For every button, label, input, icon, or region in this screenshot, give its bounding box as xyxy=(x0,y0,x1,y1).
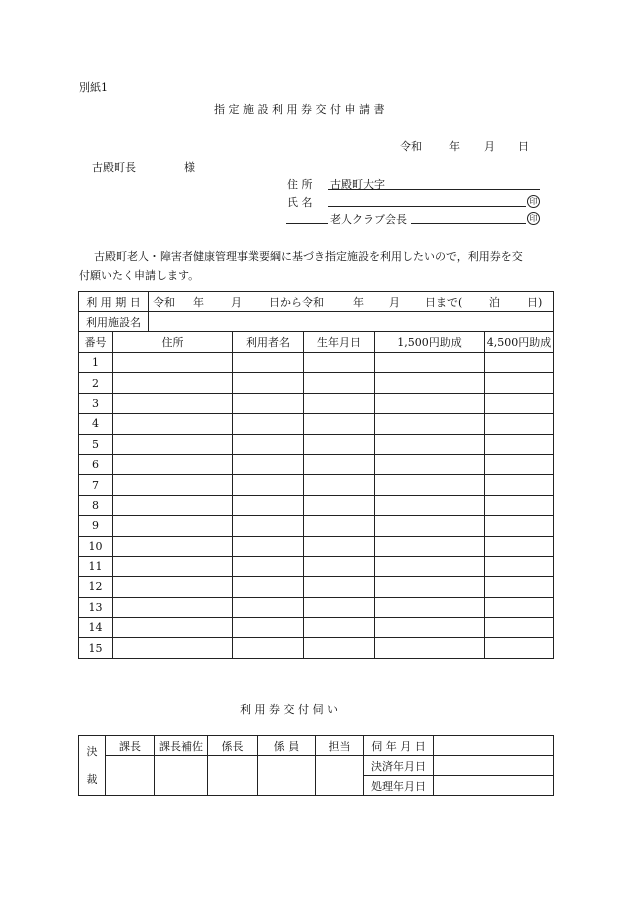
subsidy-4500-cell[interactable] xyxy=(485,434,554,454)
header-number: 番号 xyxy=(79,332,113,353)
user-name-cell[interactable] xyxy=(233,597,304,617)
birthdate-cell[interactable] xyxy=(304,536,375,556)
processing-date-value[interactable] xyxy=(434,776,554,796)
row-number: 2 xyxy=(79,373,113,393)
birthdate-cell[interactable] xyxy=(304,577,375,597)
subsidy-4500-cell[interactable] xyxy=(485,495,554,515)
subsidy-4500-cell[interactable] xyxy=(485,454,554,474)
table-row xyxy=(79,597,554,617)
date-month: 月 xyxy=(484,140,495,153)
user-name-cell[interactable] xyxy=(233,353,304,373)
period-to-year: 年 xyxy=(353,295,364,309)
birthdate-cell[interactable] xyxy=(304,638,375,658)
subsidy-1500-cell[interactable] xyxy=(375,577,485,597)
attachment-label: 別紙1 xyxy=(79,81,108,94)
subsidy-1500-cell[interactable] xyxy=(375,556,485,576)
subsidy-1500-cell[interactable] xyxy=(375,393,485,413)
decision-cell xyxy=(79,736,106,796)
user-name-cell[interactable] xyxy=(233,577,304,597)
stamp-in-charge[interactable] xyxy=(316,756,364,796)
inquiry-date-value[interactable] xyxy=(434,736,554,756)
subsidy-4500-cell[interactable] xyxy=(485,577,554,597)
table-row xyxy=(79,373,554,393)
table-row xyxy=(79,618,554,638)
birthdate-cell[interactable] xyxy=(304,597,375,617)
birthdate-cell[interactable] xyxy=(304,434,375,454)
role-deputy-chief: 課長補佐 xyxy=(155,736,208,756)
address-cell[interactable] xyxy=(113,556,233,576)
table-row xyxy=(79,536,554,556)
row-number: 10 xyxy=(79,536,113,556)
role-staff: 係 員 xyxy=(258,736,316,756)
settlement-date-label: 決済年月日 xyxy=(364,756,434,776)
address-cell[interactable] xyxy=(113,577,233,597)
club-suffix: 老人クラブ会長 xyxy=(330,213,407,226)
user-name-cell[interactable] xyxy=(233,434,304,454)
period-from-year: 年 xyxy=(193,295,204,309)
row-number: 14 xyxy=(79,618,113,638)
table-row xyxy=(79,393,554,413)
subsidy-4500-cell[interactable] xyxy=(485,414,554,434)
row-number: 4 xyxy=(79,414,113,434)
address-cell[interactable] xyxy=(113,475,233,495)
address-label: 住 所 xyxy=(287,178,313,191)
user-name-cell[interactable] xyxy=(233,393,304,413)
inquiry-date-label: 伺 年 月 日 xyxy=(364,736,434,756)
subsidy-1500-cell[interactable] xyxy=(375,414,485,434)
date-day: 日 xyxy=(518,140,529,153)
facility-value[interactable] xyxy=(149,312,554,332)
user-name-cell[interactable] xyxy=(233,516,304,536)
header-subsidy-1500: 1,500円助成 xyxy=(375,332,485,353)
period-from-month: 月 xyxy=(231,295,242,309)
name-label: 氏 名 xyxy=(287,196,313,209)
row-number: 13 xyxy=(79,597,113,617)
subsidy-4500-cell[interactable] xyxy=(485,475,554,495)
application-table xyxy=(78,291,554,659)
table-row xyxy=(79,638,554,658)
date-year: 年 xyxy=(449,140,460,153)
address-cell[interactable] xyxy=(113,597,233,617)
stamp-subsection-chief[interactable] xyxy=(208,756,258,796)
address-value[interactable]: 古殿町大字 xyxy=(330,178,385,191)
birthdate-cell[interactable] xyxy=(304,414,375,434)
facility-label: 利用施設名 xyxy=(79,312,149,332)
document-title: 指 定 施 設 利 用 券 交 付 申 請 書 xyxy=(214,103,385,116)
settlement-date-value[interactable] xyxy=(434,756,554,776)
birthdate-cell[interactable] xyxy=(304,495,375,515)
table-row xyxy=(79,454,554,474)
row-number: 5 xyxy=(79,434,113,454)
decision-char-1: 決 xyxy=(86,744,98,758)
subsidy-1500-cell[interactable] xyxy=(375,373,485,393)
header-birthdate: 生年月日 xyxy=(304,332,375,353)
table-row xyxy=(79,414,554,434)
approval-title: 利 用 券 交 付 伺 い xyxy=(240,703,338,716)
table-row xyxy=(79,516,554,536)
period-nights: 泊 xyxy=(489,295,500,309)
subsidy-4500-cell[interactable] xyxy=(485,536,554,556)
row-number: 9 xyxy=(79,516,113,536)
subsidy-4500-cell[interactable] xyxy=(485,618,554,638)
seal-mark-icon: 印 xyxy=(527,212,540,225)
approval-table xyxy=(78,735,554,796)
subsidy-4500-cell[interactable] xyxy=(485,556,554,576)
subsidy-4500-cell[interactable] xyxy=(485,597,554,617)
table-row xyxy=(79,577,554,597)
subsidy-4500-cell[interactable] xyxy=(485,353,554,373)
table-row xyxy=(79,475,554,495)
row-number: 7 xyxy=(79,475,113,495)
table-row xyxy=(79,495,554,515)
role-in-charge: 担当 xyxy=(316,736,364,756)
user-name-cell[interactable] xyxy=(233,638,304,658)
user-name-cell[interactable] xyxy=(233,454,304,474)
subsidy-4500-cell[interactable] xyxy=(485,373,554,393)
header-address: 住所 xyxy=(113,332,233,353)
birthdate-cell[interactable] xyxy=(304,556,375,576)
name-underline[interactable] xyxy=(328,206,526,207)
subsidy-4500-cell[interactable] xyxy=(485,638,554,658)
user-name-cell[interactable] xyxy=(233,536,304,556)
address-cell[interactable] xyxy=(113,638,233,658)
header-subsidy-4500: 4,500円助成 xyxy=(485,332,554,353)
subsidy-4500-cell[interactable] xyxy=(485,516,554,536)
row-number: 6 xyxy=(79,454,113,474)
address-cell[interactable] xyxy=(113,393,233,413)
period-to-day: 日まで( xyxy=(425,295,463,309)
address-cell[interactable] xyxy=(113,536,233,556)
user-name-cell[interactable] xyxy=(233,556,304,576)
subsidy-1500-cell[interactable] xyxy=(375,434,485,454)
role-section-chief: 課長 xyxy=(106,736,155,756)
subsidy-4500-cell[interactable] xyxy=(485,393,554,413)
user-name-cell[interactable] xyxy=(233,414,304,434)
subsidy-1500-cell[interactable] xyxy=(375,495,485,515)
row-number: 8 xyxy=(79,495,113,515)
body-text-line2: 付願いたく申請します。 xyxy=(79,269,200,282)
stamp-staff[interactable] xyxy=(258,756,316,796)
birthdate-cell[interactable] xyxy=(304,516,375,536)
address-cell[interactable] xyxy=(113,454,233,474)
address-cell[interactable] xyxy=(113,516,233,536)
user-name-cell[interactable] xyxy=(233,495,304,515)
user-name-cell[interactable] xyxy=(233,475,304,495)
body-text-line1: 古殿町老人・障害者健康管理事業要綱に基づき指定施設を利用したいので，利用券を交 xyxy=(94,250,523,263)
address-underline xyxy=(328,189,540,190)
date-era: 令和 xyxy=(400,140,422,153)
subsidy-1500-cell[interactable] xyxy=(375,597,485,617)
subsidy-1500-cell[interactable] xyxy=(375,516,485,536)
seal-mark-icon: 印 xyxy=(527,195,540,208)
row-number: 15 xyxy=(79,638,113,658)
table-row xyxy=(79,556,554,576)
subsidy-1500-cell[interactable] xyxy=(375,475,485,495)
period-label: 利 用 期 日 xyxy=(79,292,149,312)
birthdate-cell[interactable] xyxy=(304,618,375,638)
stamp-section-chief[interactable] xyxy=(106,756,155,796)
period-era: 令和 xyxy=(153,295,175,309)
user-name-cell[interactable] xyxy=(233,618,304,638)
address-cell[interactable] xyxy=(113,434,233,454)
club-chair-underline[interactable] xyxy=(411,223,526,224)
period-to-month: 月 xyxy=(389,295,400,309)
header-user-name: 利用者名 xyxy=(233,332,304,353)
honorific: 様 xyxy=(184,161,195,174)
club-name-underline[interactable] xyxy=(286,223,328,224)
recipient: 古殿町長 xyxy=(92,161,136,174)
row-number: 3 xyxy=(79,393,113,413)
period-from-day: 日から令和 xyxy=(269,295,324,309)
decision-char-2: 裁 xyxy=(86,772,98,786)
processing-date-label: 処理年月日 xyxy=(364,776,434,796)
period-days: 日) xyxy=(527,295,543,309)
row-number: 11 xyxy=(79,556,113,576)
table-row xyxy=(79,353,554,373)
subsidy-1500-cell[interactable] xyxy=(375,618,485,638)
birthdate-cell[interactable] xyxy=(304,475,375,495)
row-number: 1 xyxy=(79,353,113,373)
birthdate-cell[interactable] xyxy=(304,454,375,474)
row-number: 12 xyxy=(79,577,113,597)
address-cell[interactable] xyxy=(113,373,233,393)
address-cell[interactable] xyxy=(113,353,233,373)
birthdate-cell[interactable] xyxy=(304,353,375,373)
role-subsection-chief: 係長 xyxy=(208,736,258,756)
period-value[interactable] xyxy=(149,292,554,312)
address-cell[interactable] xyxy=(113,414,233,434)
subsidy-1500-cell[interactable] xyxy=(375,353,485,373)
stamp-deputy-chief[interactable] xyxy=(155,756,208,796)
subsidy-1500-cell[interactable] xyxy=(375,454,485,474)
address-cell[interactable] xyxy=(113,495,233,515)
address-cell[interactable] xyxy=(113,618,233,638)
user-name-cell[interactable] xyxy=(233,373,304,393)
table-row xyxy=(79,434,554,454)
birthdate-cell[interactable] xyxy=(304,393,375,413)
birthdate-cell[interactable] xyxy=(304,373,375,393)
subsidy-1500-cell[interactable] xyxy=(375,536,485,556)
subsidy-1500-cell[interactable] xyxy=(375,638,485,658)
